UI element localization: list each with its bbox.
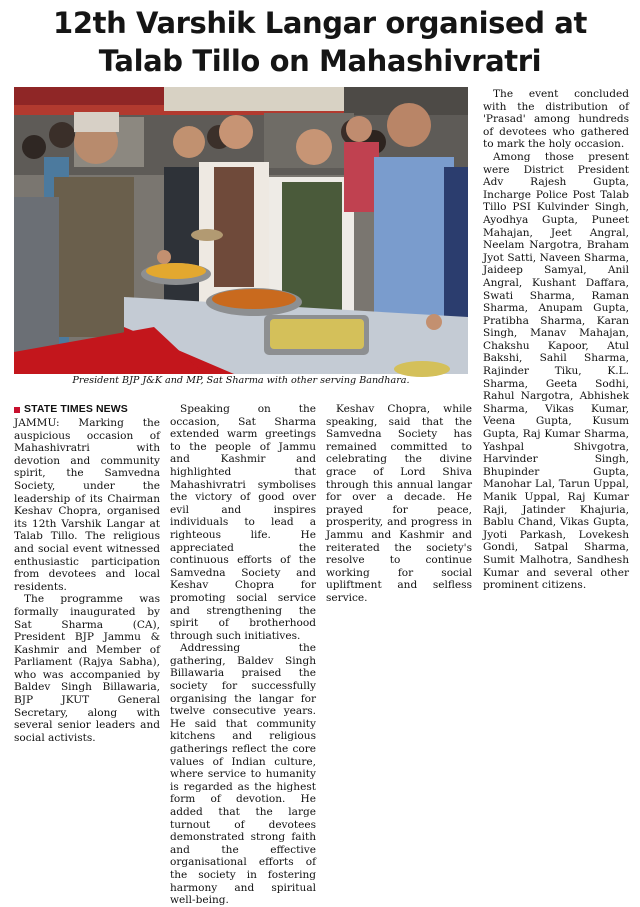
- article-column-4: [483, 88, 629, 720]
- photo-caption: President BJP J&K and MP, Sat Sharma with other serving Bandhara.: [72, 375, 410, 386]
- headline-line-1: 12th Varshik Langar organised at: [53, 6, 587, 40]
- news-photo: [14, 87, 468, 374]
- article-column-2: [170, 403, 316, 907]
- paragraph-1: JAMMU: Marking the auspicious occasion of Mahashivratri with devotion and community spirit, the Samvedna Society, under the leadership of its Chairman Keshav Chopra, organised its 12th Varshik Langar at Talab Tillo. The religious and social event witnessed enthusiastic participation from devotees and local residents.: [14, 417, 160, 593]
- paragraph-2: The programme was formally inaugurated by Sat Sharma (CA), President BJP Jammu & Kashmir and Member of Parliament (Rajya Sabha), who was accompanied by Baldev Singh Billawaria, BJP JKUT General Secretary, along with several senior leaders and social activists.: [14, 593, 160, 744]
- byline-square-icon: [14, 407, 20, 413]
- byline-text: STATE TIMES NEWS: [24, 403, 128, 415]
- byline: [14, 403, 160, 416]
- paragraph-3: Speaking on the occasion, Sat Sharma extended warm greetings to the people of Jammu and Kashmir and highlighted that Mahashivratri symbolises the victory of good over evil and inspires individuals to lead a righteous life. He appreciated the continuous efforts of the Samvedna Society and Keshav Chopra for promoting social service and strengthening the spirit of brotherhood through such initiatives.: [170, 403, 316, 642]
- headline: [10, 4, 630, 80]
- paragraph-7: Among those present were District President Adv Rajesh Gupta, Incharge Police Post Talab Tillo PSI Kulvinder Singh, Ayodhya Gupta, Puneet Mahajan, Jeet Angral, Neelam Nargotra, Braham Jyot Satti, Naveen Sharma, Jaideep Samyal, Anil Angral, Kushant Daffara, Swati Sharma, Raman Sharma, Anupam Gupta, Pratibha Sharma, Karan Singh, Manav Mahajan, Chakshu Kapoor, Atul Bakshi, Sahil Sharma, Rajinder Tiku, K.L. Sharma, Geeta Sodhi, Rahul Nargotra, Abhishek Sharma, Vikas Kumar, Veena Gupta, Kusum Gupta, Raj Kumar Sharma, Yashpal Shivgotra, Harvinder Singh, Bhupinder Gupta, Manohar Lal, Tarun Uppal, Manik Uppal, Raj Kumar Raji, Jatinder Khajuria, Bablu Chand, Vikas Gupta, Jyoti Parkash, Lovekesh Gondi, Satpal Sharma, Sumit Malhotra, Sandhesh Kumar and several other prominent citizens.: [483, 150, 629, 592]
- paragraph-5: Keshav Chopra, while speaking, said that the Samvedna Society has remained committed to celebrating the divine grace of Lord Shiva through this annual langar for over a decade. He prayed for peace, prosperity, and progress in Jammu and Kashmir and reiterated the society's resolve to continue working for social upliftment and selfless service.: [326, 403, 472, 604]
- headline-line-2: Talab Tillo on Mahashivratri: [98, 44, 542, 78]
- paragraph-6: The event concluded with the distribution of 'Prasad' among hundreds of devotees who gathered to mark the holy occasion.: [483, 88, 629, 151]
- paragraph-4: Addressing the gathering, Baldev Singh Billawaria praised the society for successfully organising the langar for twelve consecutive years. He said that community kitchens and religious gatherings reflect the core values of Indian culture, where service to humanity is regarded as the highest form of devotion. He added that the large turnout of devotees demonstrated strong faith and the effective organisational efforts of the society in fostering harmony and spiritual well-being.: [170, 642, 316, 907]
- article-column-3: [326, 403, 472, 720]
- article-column-1: [14, 403, 160, 744]
